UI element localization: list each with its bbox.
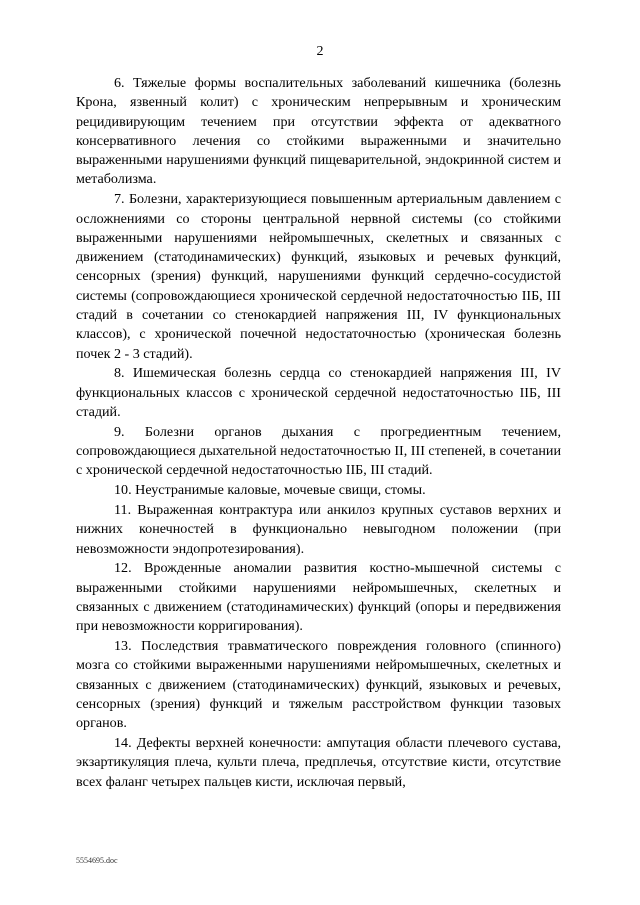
paragraph-item-6: 6. Тяжелые формы воспалительных заболеваний кишечника (болезнь Крона, язвенный колит) с хроническим непрерывным и хроническим рецидивирующим течением при отсутствии эффекта от адекватного консервативного лечения со стойкими выраженными и значительно выраженными нарушениями функций пищеварительной, эндокринной систем и метаболизма. — [76, 75, 561, 188]
paragraph-item-11: 11. Выраженная контрактура или анкилоз крупных суставов верхних и нижних конечностей в функционально невыгодном положении (при невозможности эндопротезирования). — [76, 502, 561, 557]
paragraph-item-7: 7. Болезни, характеризующиеся повышенным артериальным давлением с осложнениями со стороны центральной нервной системы (со стойкими выраженными нарушениями нейромышечных, скелетных и связанных с движением (статодинамических) функций, языковых и речевых функций, сенсорных (зрения) функций, нарушениями функций сердечно-сосудистой системы (сопровождающиеся хронической сердечной недостаточностью IIБ, III стадий в сочетании со стенокардией напряжения III, IV функциональных классов), с хронической почечной недостаточностью (хроническая болезнь почек 2 - 3 стадий). — [76, 191, 561, 362]
paragraph-item-9: 9. Болезни органов дыхания с прогредиентным течением, сопровождающиеся дыхательной недостаточностью II, III степеней, в сочетании с хронической сердечной недостаточностью IIБ, III стадий. — [76, 423, 561, 479]
page-number: 2 — [316, 44, 324, 59]
paragraph-item-13: 13. Последствия травматического повреждения головного (спинного) мозга со стойкими выраженными нарушениями нейромышечных, скелетных и связанных с движением (статодинамических) функций, языковых и речевых, сенсорных (зрения) функций и тяжелым расстройством функции тазовых органов. — [76, 638, 561, 732]
document-file-id: 5554695.doc — [76, 856, 118, 865]
paragraph-item-12: 12. Врожденные аномалии развития костно-мышечной системы с выраженными стойкими нарушениями нейромышечных, скелетных и связанных с движением (статодинамических) функций (опоры и передвижения при невозможности корригирования). — [76, 560, 561, 635]
paragraph-item-8: 8. Ишемическая болезнь сердца со стенокардией напряжения III, IV функциональных классов с хронической сердечной недостаточностью IIБ, III стадий. — [76, 365, 561, 421]
paragraph-item-10: 10. Неустранимые каловые, мочевые свищи, стомы. — [114, 482, 426, 499]
paragraph-item-14: 14. Дефекты верхней конечности: ампутация области плечевого сустава, экзартикуляция плеча, культи плеча, предплечья, отсутствие кисти, отсутствие всех фаланг четырех пальцев кисти, исключая первый, — [76, 735, 561, 790]
document-body — [76, 74, 561, 792]
